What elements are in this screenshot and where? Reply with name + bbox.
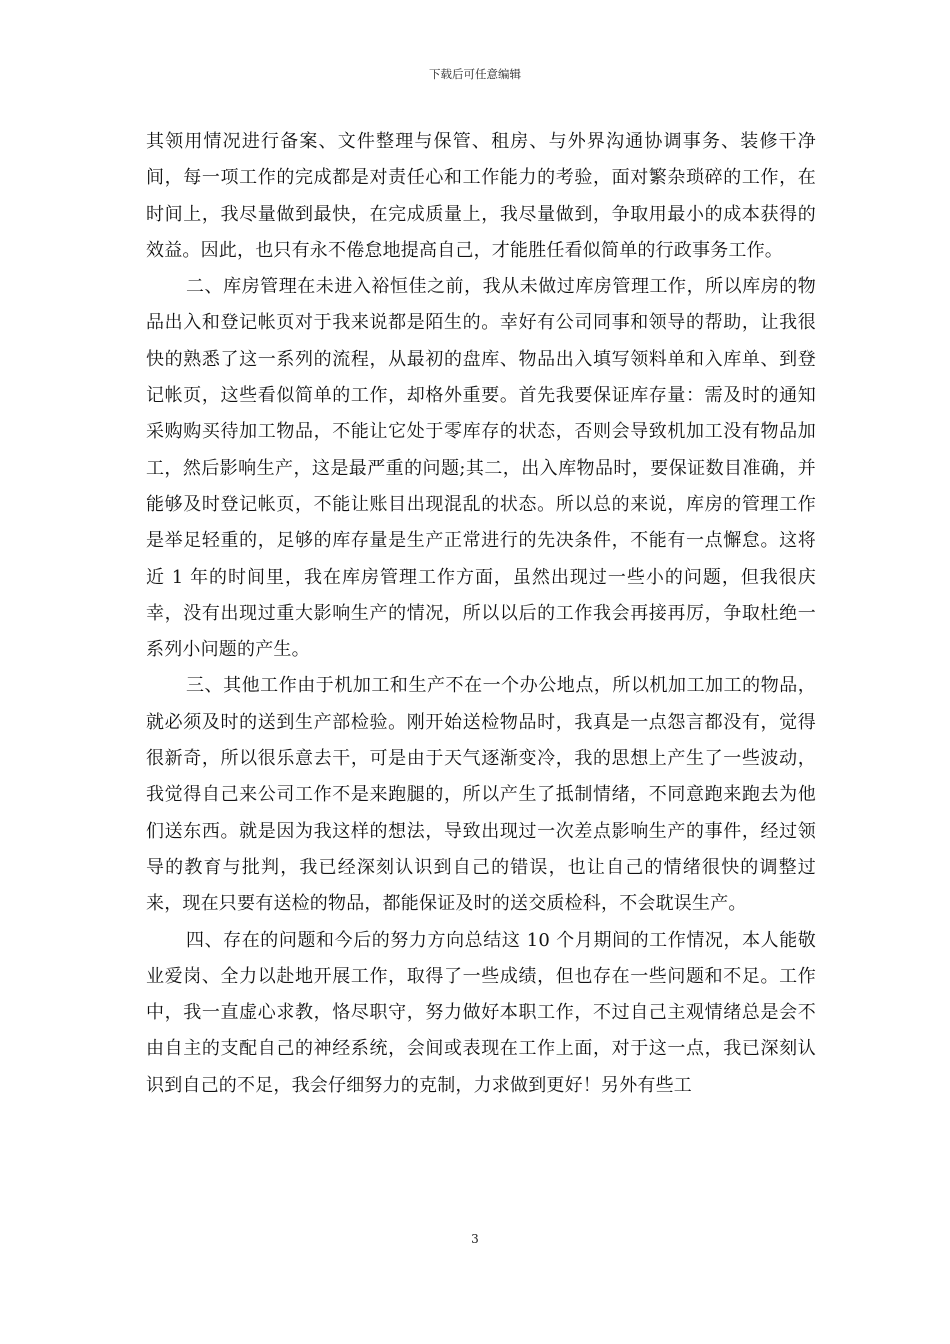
- paragraph-problems-and-direction: 四、存在的问题和今后的努力方向总结这 10 个月期间的工作情况，本人能敬业爱岗、全力以赴地开展工作，取得了一些成绩，但也存在一些问题和不足。工作中，我一直虚心求教，恪尽职守，努力做好本职工作，不过自己主观情绪总是会不由自主的支配自己的神经系统，会间或表现在工作上面，对于这一点，我已深刻认识到自己的不足，我会仔细努力的克制，力求做到更好！另外有些工: [146, 929, 816, 1096]
- document-body: [146, 124, 816, 1104]
- page-number: 3: [471, 1232, 479, 1246]
- paragraph-other-work: 三、其他工作由于机加工和生产不在一个办公地点，所以机加工加工的物品，就必须及时的送到生产部检验。刚开始送检物品时，我真是一点怨言都没有，觉得很新奇，所以很乐意去干，可是由于天气逐渐变冷，我的思想上产生了一些波动，我觉得自己来公司工作不是来跑腿的，所以产生了抵制情绪，不同意跑来跑去为他们送东西。就是因为我这样的想法，导致出现过一次差点影响生产的事件，经过领导的教育与批判，我已经深刻认识到自己的错误，也让自己的情绪很快的调整过来，现在只要有送检的物品，都能保证及时的送交质检科，不会耽误生产。: [146, 675, 816, 915]
- paragraph-warehouse-management: 二、库房管理在未进入裕恒佳之前，我从未做过库房管理工作，所以库房的物品出入和登记帐页对于我来说都是陌生的。幸好有公司同事和领导的帮助，让我很快的熟悉了这一系列的流程，从最初的盘库、物品出入填写领料单和入库单、到登记帐页，这些看似简单的工作，却格外重要。首先我要保证库存量：需及时的通知采购购买待加工物品，不能让它处于零库存的状态，否则会导致机加工没有物品加工，然后影响生产，这是最严重的问题;其二，出入库物品时，要保证数目准确，并能够及时登记帐页，不能让账目出现混乱的状态。所以总的来说，库房的管理工作是举足轻重的，足够的库存量是生产正常进行的先决条件，不能有一点懈怠。这将近 1 年的时间里，我在库房管理工作方面，虽然出现过一些小的问题，但我很庆幸，没有出现过重大影响生产的情况，所以以后的工作我会再接再厉，争取杜绝一系列小问题的产生。: [146, 276, 816, 661]
- paragraph-continuation: 其领用情况进行备案、文件整理与保管、租房、与外界沟通协调事务、装修干净间，每一项工作的完成都是对责任心和工作能力的考验，面对繁杂琐碎的工作，在时间上，我尽量做到最快，在完成质量上，我尽量做到，争取用最小的成本获得的效益。因此，也只有永不倦怠地提高自己，才能胜任看似简单的行政事务工作。: [146, 131, 816, 261]
- page-header: 下载后可任意编辑: [429, 67, 521, 81]
